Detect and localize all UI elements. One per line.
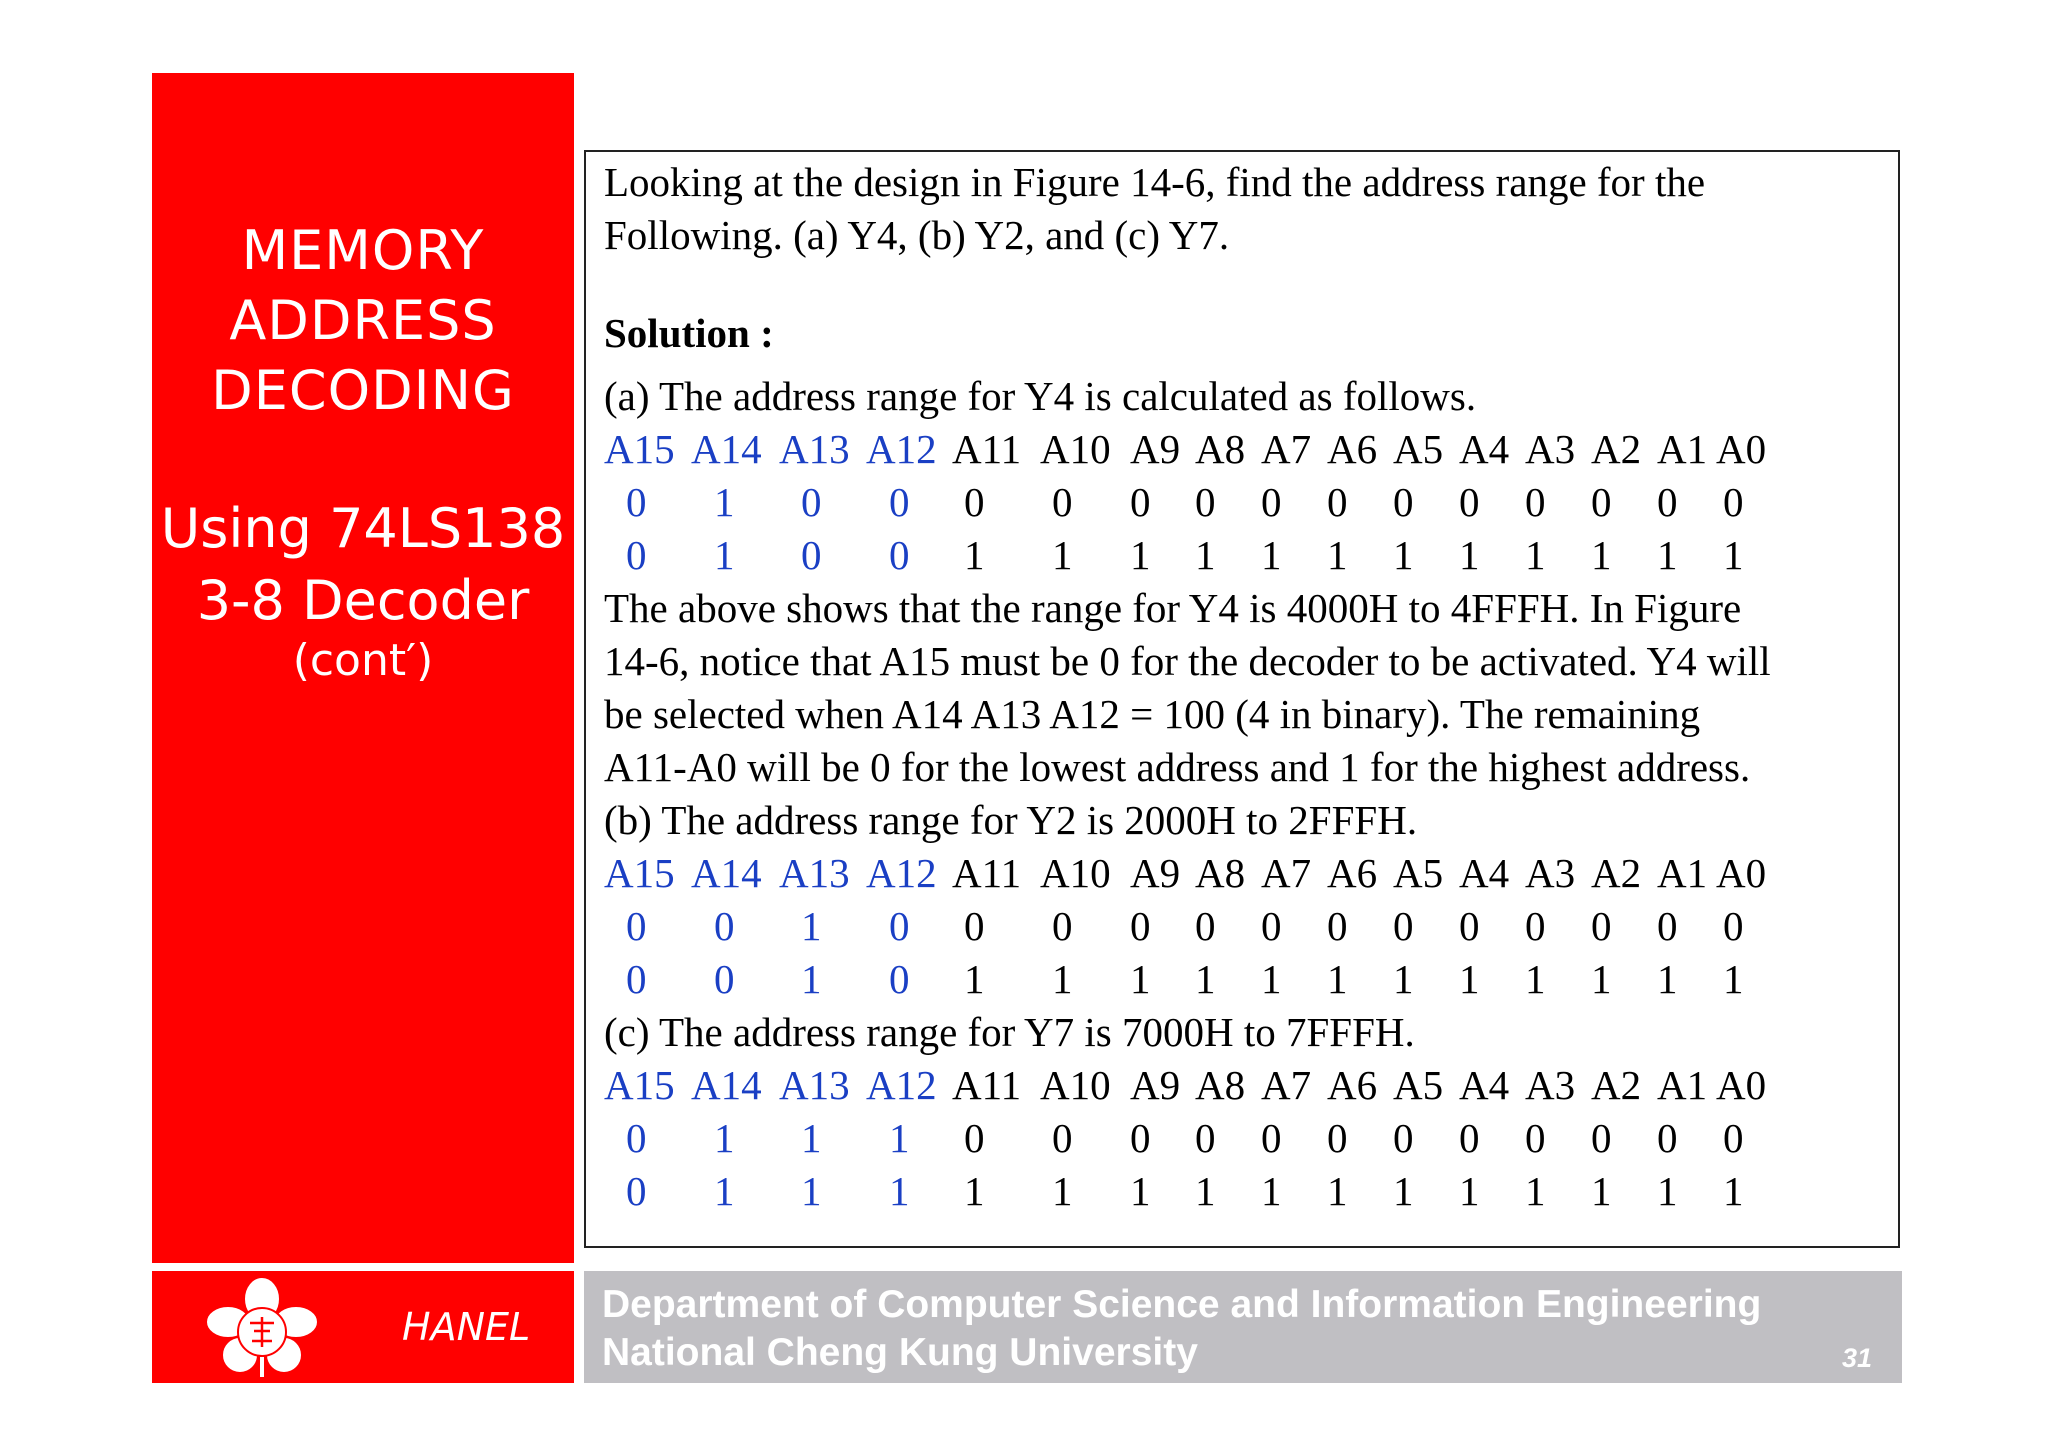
address-bit-value: 0: [1459, 903, 1480, 949]
address-bit-label: A6: [1327, 426, 1378, 472]
address-bit-label: A14: [691, 426, 762, 472]
explanation-line: A11-A0 will be 0 for the lowest address and 1 for the highest address.: [604, 744, 1751, 790]
address-bit-value: 0: [1052, 1115, 1073, 1161]
address-bit-value: 0: [1195, 1115, 1216, 1161]
address-bit-value: 0: [1261, 1115, 1282, 1161]
address-bit-value: 1: [1459, 532, 1480, 578]
address-bit-label: A7: [1261, 850, 1312, 896]
address-bit-label: A11: [952, 426, 1022, 472]
address-bit-label: A1: [1657, 426, 1708, 472]
footer: [584, 1271, 1902, 1383]
address-bit-value: 0: [714, 903, 735, 949]
address-bit-label: A11: [952, 1062, 1022, 1108]
address-bit-value: 0: [626, 1115, 647, 1161]
address-bit-value: 1: [1525, 532, 1546, 578]
address-bit-value: 0: [626, 532, 647, 578]
address-bit-value: 0: [1052, 479, 1073, 525]
address-bit-value: 0: [1393, 479, 1414, 525]
address-bit-value: 0: [1525, 1115, 1546, 1161]
address-bit-value: 0: [626, 1168, 647, 1214]
address-bit-value: 1: [1327, 532, 1348, 578]
address-bit-label: A9: [1130, 1062, 1181, 1108]
address-bit-value: 1: [1130, 956, 1151, 1002]
address-bit-label: A7: [1261, 426, 1312, 472]
part-c-text: (c) The address range for Y7 is 7000H to 7FFFH.: [604, 1009, 1415, 1055]
address-bit-label: A8: [1195, 1062, 1246, 1108]
address-bit-value: 1: [1525, 956, 1546, 1002]
address-bit-label: A0: [1716, 850, 1767, 896]
page-number: 31: [1841, 1343, 1872, 1373]
address-bit-value: 1: [1261, 532, 1282, 578]
address-bit-value: 1: [714, 1168, 735, 1214]
address-bit-value: 1: [1052, 956, 1073, 1002]
address-bit-value: 0: [1130, 903, 1151, 949]
address-bit-label: A3: [1525, 1062, 1576, 1108]
address-bit-label: A13: [779, 850, 850, 896]
address-bit-label: A10: [1040, 1062, 1111, 1108]
address-bit-value: 0: [801, 532, 822, 578]
address-bit-value: 0: [889, 903, 910, 949]
address-bit-label: A1: [1657, 1062, 1708, 1108]
address-bit-value: 1: [1261, 956, 1282, 1002]
question-line: Following. (a) Y4, (b) Y2, and (c) Y7.: [604, 212, 1230, 258]
address-bit-value: 1: [1393, 956, 1414, 1002]
address-bit-label: A15: [604, 1062, 675, 1108]
address-bit-value: 0: [1657, 1115, 1678, 1161]
address-bit-value: 0: [1459, 1115, 1480, 1161]
address-bit-label: A8: [1195, 426, 1246, 472]
address-bit-value: 0: [1657, 903, 1678, 949]
address-bit-value: 1: [1657, 1168, 1678, 1214]
address-bit-value: 1: [1723, 532, 1744, 578]
address-bit-value: 0: [964, 479, 985, 525]
address-bit-label: A14: [691, 1062, 762, 1108]
address-bit-value: 1: [1130, 1168, 1151, 1214]
address-bit-label: A1: [1657, 850, 1708, 896]
address-table-b: [604, 847, 1894, 1006]
address-bit-value: 0: [1195, 479, 1216, 525]
address-bit-value: 0: [1591, 903, 1612, 949]
address-bit-value: 0: [1052, 903, 1073, 949]
address-bit-value: 1: [889, 1168, 910, 1214]
address-bit-value: 0: [1723, 479, 1744, 525]
address-bit-value: 0: [714, 956, 735, 1002]
address-bit-label: A12: [866, 426, 937, 472]
address-bit-value: 0: [1723, 903, 1744, 949]
address-low-row: [604, 476, 1894, 529]
address-bit-label: A4: [1459, 1062, 1510, 1108]
address-bit-value: 1: [1052, 1168, 1073, 1214]
address-table-c: [604, 1059, 1894, 1218]
address-bit-value: 0: [626, 479, 647, 525]
address-bit-value: 1: [801, 956, 822, 1002]
section-title: [152, 216, 574, 426]
department-name: Department of Computer Science and Information Engineering: [602, 1283, 1762, 1326]
continued-label: (cont′): [292, 635, 434, 686]
address-bit-value: 0: [1327, 903, 1348, 949]
address-bit-value: 0: [964, 903, 985, 949]
address-bit-value: 0: [626, 956, 647, 1002]
section-subtitle-line: 3-8 Decoder: [196, 569, 530, 632]
address-bit-value: 0: [1393, 1115, 1414, 1161]
address-bit-value: 1: [801, 903, 822, 949]
address-bit-label: A2: [1591, 426, 1642, 472]
address-bit-label: A13: [779, 426, 850, 472]
address-bit-label: A0: [1716, 1062, 1767, 1108]
address-bit-label: A15: [604, 426, 675, 472]
address-bit-value: 0: [801, 479, 822, 525]
address-bit-value: 0: [889, 479, 910, 525]
address-bit-label: A7: [1261, 1062, 1312, 1108]
address-bit-value: 0: [1525, 903, 1546, 949]
address-bit-label: A3: [1525, 850, 1576, 896]
address-bit-value: 1: [1393, 532, 1414, 578]
address-bit-value: 0: [1130, 1115, 1151, 1161]
logo-area: [152, 1271, 574, 1383]
address-bit-label: A10: [1040, 426, 1111, 472]
sidebar: [152, 73, 574, 1263]
address-high-row: [604, 529, 1894, 582]
address-bit-label: A4: [1459, 850, 1510, 896]
address-bit-label: A3: [1525, 426, 1576, 472]
address-bit-value: 0: [1459, 479, 1480, 525]
content-body: [604, 156, 1894, 1218]
question-line: Looking at the design in Figure 14-6, find the address range for the: [604, 159, 1706, 205]
address-bit-value: 1: [1591, 532, 1612, 578]
address-bit-label: A14: [691, 850, 762, 896]
address-bit-value: 0: [626, 903, 647, 949]
address-bit-value: 1: [964, 956, 985, 1002]
address-bit-label: A0: [1716, 426, 1767, 472]
address-bit-value: 1: [964, 532, 985, 578]
address-bit-label: A8: [1195, 850, 1246, 896]
address-bit-value: 0: [889, 956, 910, 1002]
address-bit-value: 1: [1195, 532, 1216, 578]
address-bit-value: 1: [714, 532, 735, 578]
address-bit-label: A4: [1459, 426, 1510, 472]
address-bit-value: 0: [1327, 1115, 1348, 1161]
address-bit-value: 1: [1657, 956, 1678, 1002]
address-bit-label: A9: [1130, 426, 1181, 472]
address-bit-label: A5: [1393, 426, 1444, 472]
section-title-line: ADDRESS: [229, 289, 497, 352]
address-bit-value: 1: [714, 1115, 735, 1161]
section-title-line: DECODING: [211, 359, 515, 422]
address-bit-value: 1: [801, 1168, 822, 1214]
address-bit-value: 1: [1591, 1168, 1612, 1214]
address-bit-value: 1: [1525, 1168, 1546, 1214]
address-bit-value: 1: [1591, 956, 1612, 1002]
address-bit-label: A5: [1393, 1062, 1444, 1108]
address-low-row: [604, 1112, 1894, 1165]
explanation-line: The above shows that the range for Y4 is 4000H to 4FFFH. In Figure: [604, 585, 1742, 631]
university-logo-icon: [202, 1277, 322, 1377]
address-bit-value: 1: [1657, 532, 1678, 578]
address-bit-value: 0: [1393, 903, 1414, 949]
address-bit-value: 0: [1195, 903, 1216, 949]
address-bit-label: A10: [1040, 850, 1111, 896]
address-bit-value: 0: [889, 532, 910, 578]
address-bit-value: 0: [1130, 479, 1151, 525]
address-bit-value: 1: [1195, 1168, 1216, 1214]
address-bit-value: 1: [1723, 1168, 1744, 1214]
solution-heading: Solution :: [604, 310, 774, 356]
address-header-row: [604, 1059, 1894, 1112]
address-bit-value: 1: [964, 1168, 985, 1214]
section-subtitle-line: Using 74LS138: [160, 497, 566, 560]
address-bit-value: 1: [1052, 532, 1073, 578]
address-bit-value: 1: [1130, 532, 1151, 578]
address-bit-label: A9: [1130, 850, 1181, 896]
address-bit-value: 0: [1261, 479, 1282, 525]
address-bit-value: 1: [1261, 1168, 1282, 1214]
explanation-line: be selected when A14 A13 A12 = 100 (4 in binary). The remaining: [604, 691, 1701, 737]
address-header-row: [604, 847, 1894, 900]
address-bit-label: A12: [866, 850, 937, 896]
address-bit-value: 0: [1591, 1115, 1612, 1161]
part-b-text: (b) The address range for Y2 is 2000H to 2FFFH.: [604, 797, 1418, 843]
address-high-row: [604, 1165, 1894, 1218]
address-bit-value: 0: [1261, 903, 1282, 949]
content-box: [584, 150, 1900, 1248]
address-bit-value: 1: [714, 479, 735, 525]
address-header-row: [604, 423, 1894, 476]
address-bit-label: A2: [1591, 1062, 1642, 1108]
address-high-row: [604, 953, 1894, 1006]
section-subtitle: [152, 493, 574, 637]
address-bit-label: A2: [1591, 850, 1642, 896]
address-bit-label: A5: [1393, 850, 1444, 896]
address-bit-label: A11: [952, 850, 1022, 896]
address-bit-value: 0: [1723, 1115, 1744, 1161]
address-bit-value: 1: [889, 1115, 910, 1161]
address-bit-value: 0: [1657, 479, 1678, 525]
section-title-line: MEMORY: [241, 219, 485, 282]
address-low-row: [604, 900, 1894, 953]
address-bit-value: 0: [1591, 479, 1612, 525]
address-bit-value: 1: [801, 1115, 822, 1161]
address-bit-label: A6: [1327, 1062, 1378, 1108]
address-bit-label: A6: [1327, 850, 1378, 896]
address-bit-value: 1: [1327, 956, 1348, 1002]
address-bit-value: 0: [1525, 479, 1546, 525]
address-bit-value: 1: [1723, 956, 1744, 1002]
address-bit-value: 0: [964, 1115, 985, 1161]
address-bit-value: 1: [1393, 1168, 1414, 1214]
part-a-text: (a) The address range for Y4 is calculated as follows.: [604, 373, 1477, 419]
address-bit-value: 1: [1327, 1168, 1348, 1214]
address-bit-label: A15: [604, 850, 675, 896]
address-bit-value: 1: [1459, 956, 1480, 1002]
address-table-a: [604, 423, 1894, 582]
address-bit-value: 1: [1195, 956, 1216, 1002]
address-bit-label: A13: [779, 1062, 850, 1108]
address-bit-value: 1: [1459, 1168, 1480, 1214]
address-bit-label: A12: [866, 1062, 937, 1108]
author-label: HANEL: [402, 1305, 531, 1349]
university-name: National Cheng Kung University: [602, 1331, 1198, 1374]
address-bit-value: 0: [1327, 479, 1348, 525]
explanation-line: 14-6, notice that A15 must be 0 for the decoder to be activated. Y4 will: [604, 638, 1771, 684]
